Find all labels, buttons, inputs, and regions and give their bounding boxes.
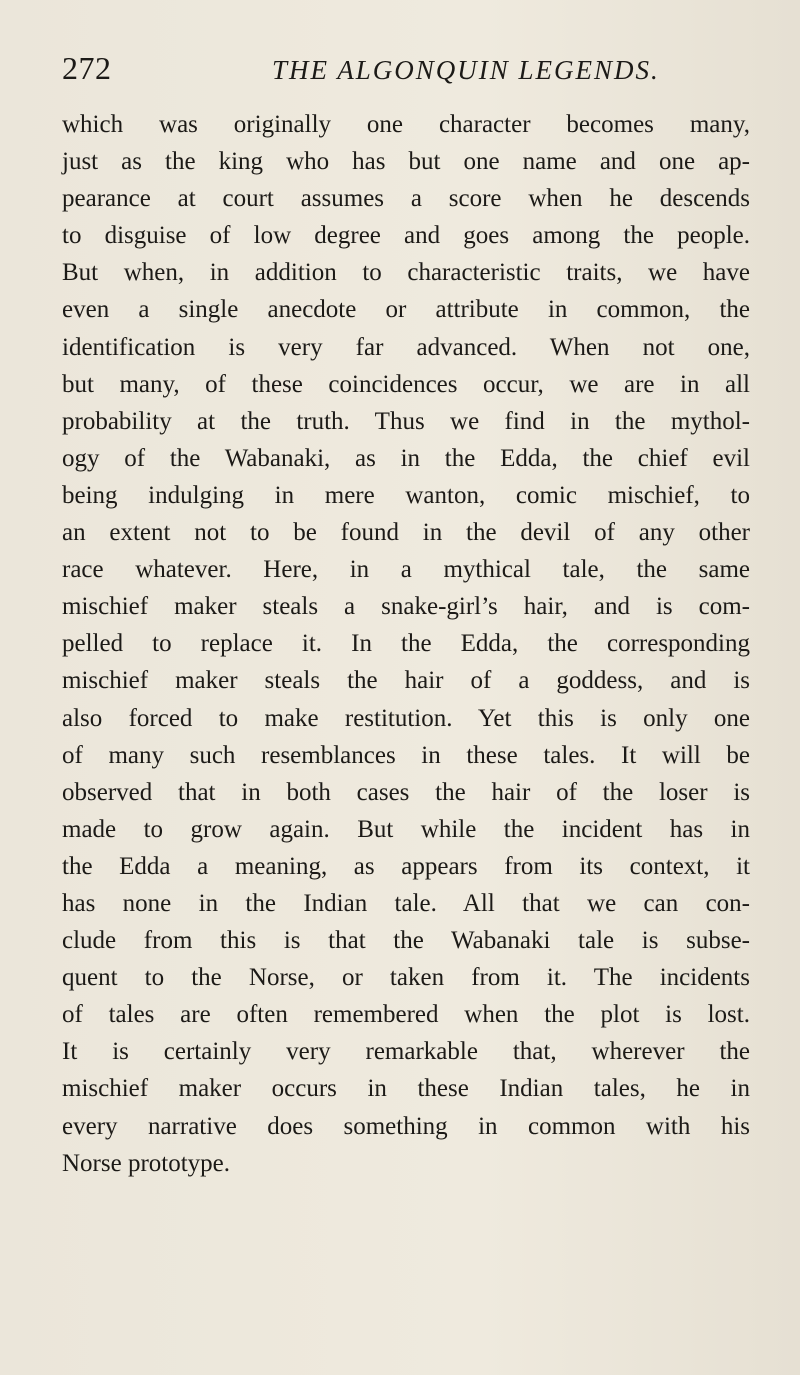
text-line: of many such resemblances in these tales. It will be bbox=[62, 741, 750, 769]
text-line: being indulging in mere wanton, comic mischief, to bbox=[62, 481, 750, 509]
text-line: race whatever. Here, in a mythical tale, the same bbox=[62, 556, 750, 584]
text-line: but many, of these coincidences occur, we are in all bbox=[62, 370, 750, 398]
text-line: quent to the Norse, or taken from it. The incidents bbox=[62, 964, 750, 992]
text-line: just as the king who has but one name and one ap- bbox=[62, 148, 750, 176]
text-line: pelled to replace it. In the Edda, the corresponding bbox=[62, 630, 750, 658]
text-line: every narrative does something in common with his bbox=[62, 1112, 750, 1140]
text-line: It is certainly very remarkable that, wherever the bbox=[62, 1038, 750, 1066]
text-line-last: Norse prototype. bbox=[62, 1149, 231, 1177]
page-header bbox=[62, 48, 752, 92]
text-line: pearance at court assumes a score when he descends bbox=[62, 185, 750, 213]
text-line: has none in the Indian tale. All that we can con- bbox=[62, 889, 750, 917]
text-line: which was originally one character becomes many, bbox=[62, 111, 750, 138]
text-line: made to grow again. But while the incident has in bbox=[62, 815, 750, 843]
text-line: probability at the truth. Thus we find in the mythol- bbox=[62, 407, 750, 435]
text-line: mischief maker steals the hair of a goddess, and is bbox=[62, 667, 750, 695]
text-line: But when, in addition to characteristic traits, we have bbox=[62, 259, 750, 287]
text-line: also forced to make restitution. Yet this is only one bbox=[62, 704, 750, 732]
text-line: even a single anecdote or attribute in common, the bbox=[62, 296, 750, 324]
running-head: THE ALGONQUIN LEGENDS. bbox=[272, 55, 660, 85]
text-line: ogy of the Wabanaki, as in the Edda, the chief evil bbox=[62, 444, 750, 472]
text-line: observed that in both cases the hair of the loser is bbox=[62, 778, 750, 806]
text-line: an extent not to be found in the devil of any other bbox=[62, 519, 750, 547]
text-line: mischief maker occurs in these Indian tales, he in bbox=[62, 1075, 750, 1103]
text-line: to disguise of low degree and goes among the people. bbox=[62, 222, 750, 250]
text-line: of tales are often remembered when the plot is lost. bbox=[62, 1001, 750, 1029]
text-line: clude from this is that the Wabanaki tale is subse- bbox=[62, 927, 750, 955]
body-text bbox=[62, 106, 750, 1182]
page-number: 272 bbox=[62, 50, 112, 86]
text-line: the Edda a meaning, as appears from its context, it bbox=[62, 852, 750, 880]
text-line: mischief maker steals a snake-girl’s hair, and is com- bbox=[62, 593, 750, 621]
text-line: identification is very far advanced. When not one, bbox=[62, 333, 750, 361]
